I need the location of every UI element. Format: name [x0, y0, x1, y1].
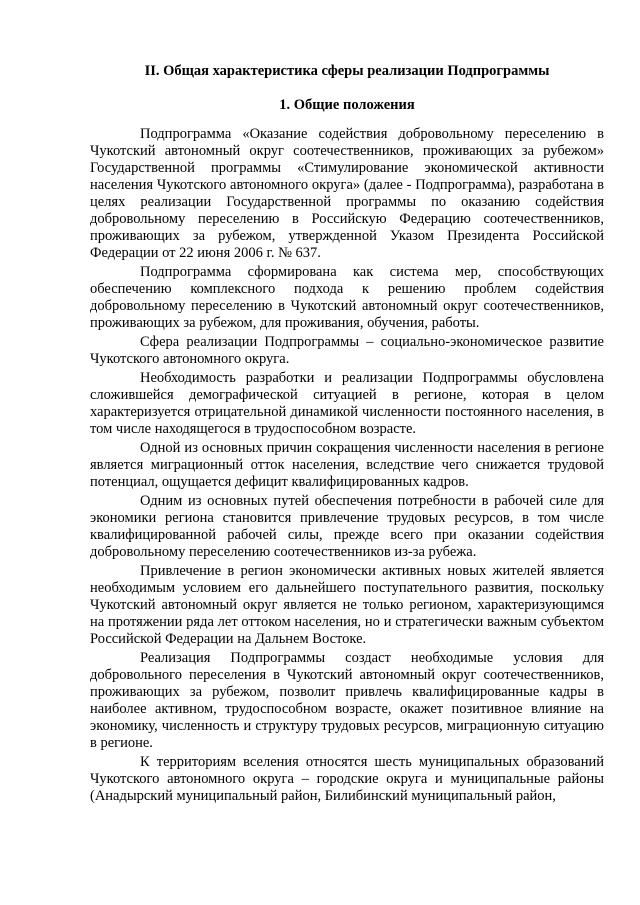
paragraph: Реализация Подпрограммы создаст необходимые условия для добровольного переселения в Чукотский автономный округ соотечественников, проживающих за рубежом, позволит привлечь квалифицированные кадры в наиболее активном, трудоспособном возрасте, окажет позитивное влияние на экономику, численность и структуру трудовых ресурсов, миграционную ситуацию в регионе.	[90, 650, 604, 751]
paragraph: Одним из основных путей обеспечения потребности в рабочей силе для экономики региона становится привлечение трудовых ресурсов, в том числе квалифицированной рабочей силы, прежде всего при оказании содействия добровольному переселению соотечественников из-за рубежа.	[90, 493, 604, 560]
paragraph: Необходимость разработки и реализации Подпрограммы обусловлена сложившейся демографической ситуацией в регионе, которая в целом характеризуется отрицательной динамикой численности постоянного населения, в том числе находящегося в трудоспособном возрасте.	[90, 370, 604, 437]
paragraph: Подпрограмма сформирована как система мер, способствующих обеспечению комплексного подхода к решению проблем содействия добровольному переселению в Чукотский автономный округ соотечественников, проживающих за рубежом, для проживания, обучения, работы.	[90, 264, 604, 331]
document-body	[90, 62, 604, 807]
paragraph: Одной из основных причин сокращения численности населения в регионе является миграционный отток населения, вследствие чего снижается трудовой потенциал, ощущается дефицит квалифицированных кадров.	[90, 440, 604, 490]
section-title: II. Общая характеристика сферы реализации Подпрограммы	[144, 63, 550, 79]
subsection-title: 1. Общие положения	[279, 97, 415, 113]
paragraph: Сфера реализации Подпрограммы – социально-экономическое развитие Чукотского автономного округа.	[90, 334, 604, 367]
paragraph: Подпрограмма «Оказание содействия добровольному переселению в Чукотский автономный округ соотечественников, проживающих за рубежом» Государственной программы «Стимулирование экономической активности населения Чукотского автономного округа» (далее - Подпрограмма), разработана в целях реализации Государственной программы по оказанию содействия добровольному переселению в Российскую Федерацию соотечественников, проживающих за рубежом, утвержденной Указом Президента Российской Федерации от 22 июня 2006 г. № 637.	[90, 126, 604, 261]
paragraph: К территориям вселения относятся шесть муниципальных образований Чукотского автономного округа – городские округа и муниципальные районы (Анадырский муниципальный район, Билибинский муниципальный район,	[90, 754, 604, 804]
paragraph: Привлечение в регион экономически активных новых жителей является необходимым условием его дальнейшего поступательного развития, поскольку Чукотский автономный округ является не только регионом, характеризующимся на протяжении ряда лет оттоком населения, но и стратегически важным субъектом Российской Федерации на Дальнем Востоке.	[90, 563, 604, 647]
